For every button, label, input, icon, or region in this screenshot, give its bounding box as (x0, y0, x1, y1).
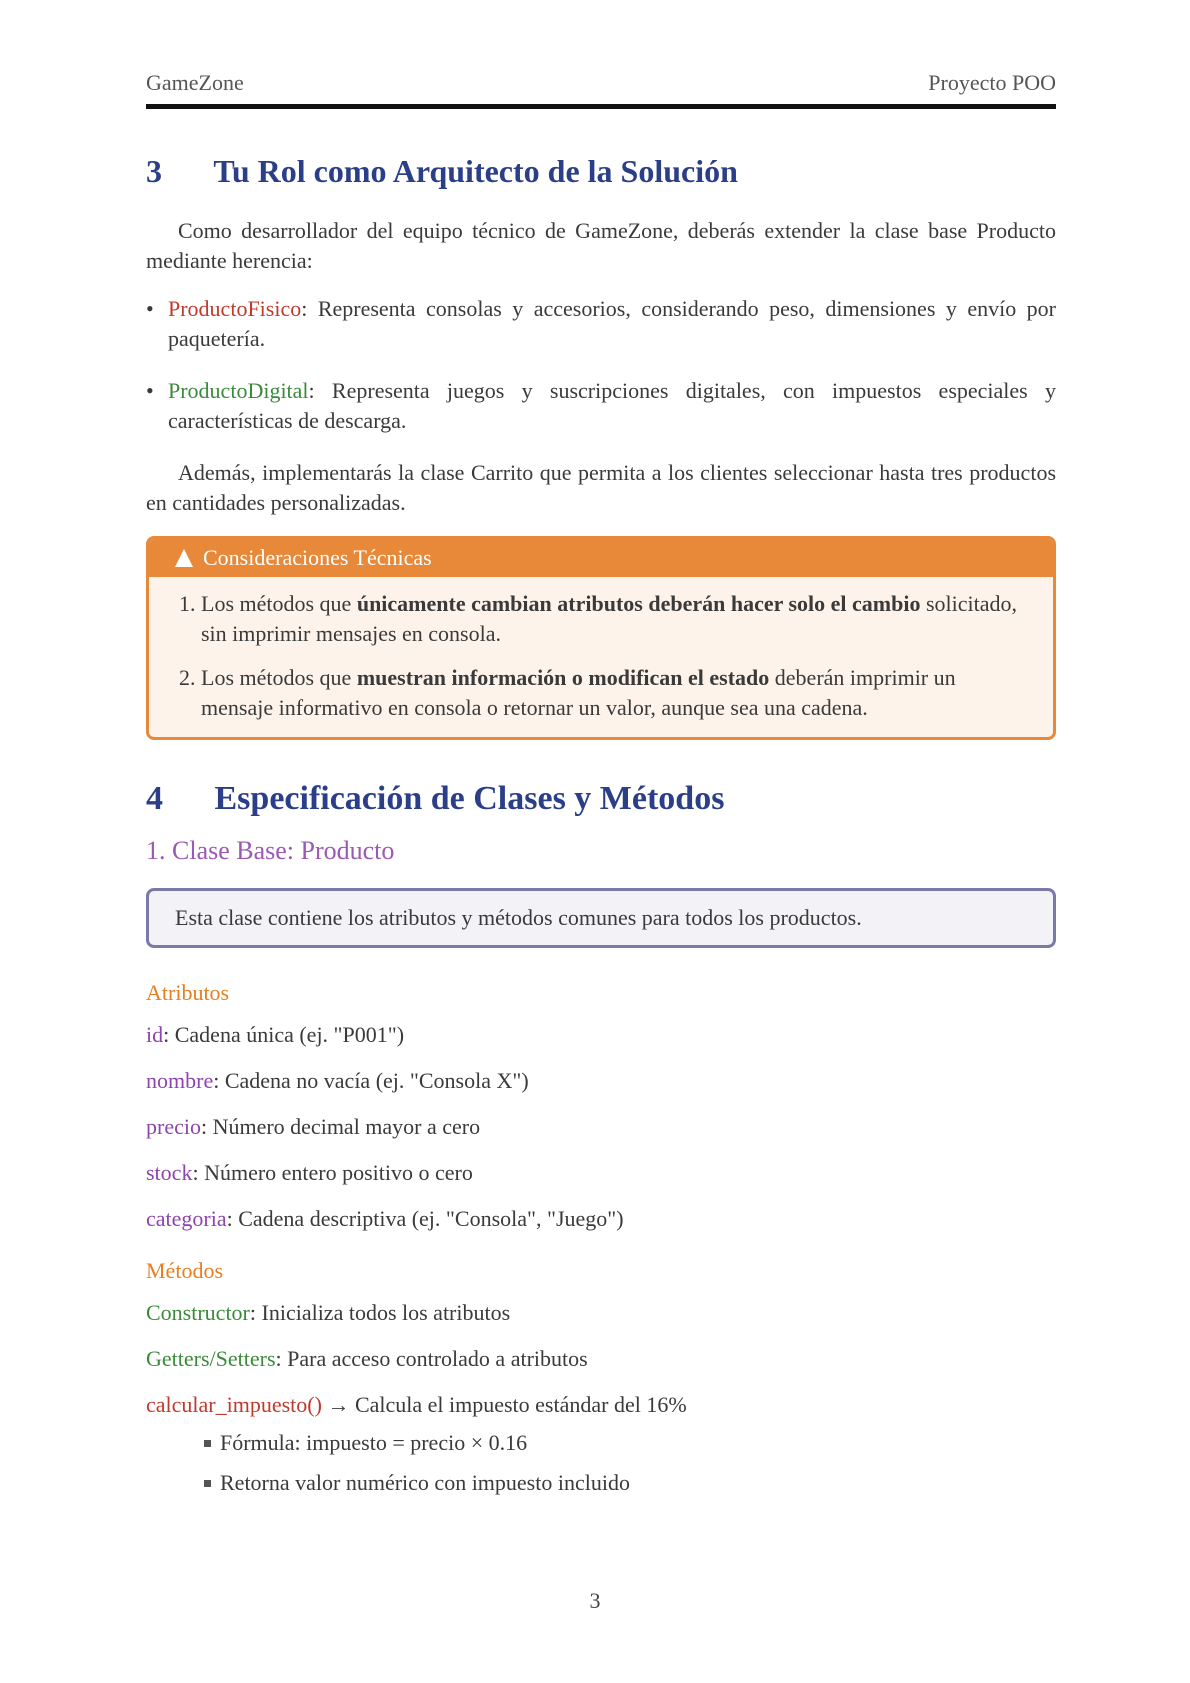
list-item (201, 663, 1027, 723)
methods-section (146, 1258, 1056, 1496)
attribute-desc: : Número decimal mayor a cero (200, 1114, 481, 1139)
section-title: Especificación de Clases y Métodos (214, 780, 725, 817)
header-left: GameZone (146, 70, 244, 95)
document-page (146, 60, 1056, 1510)
page-header (146, 60, 1056, 102)
method-name: calcular_impuesto() (146, 1392, 322, 1417)
list-item (146, 294, 1056, 354)
attribute-name: stock (146, 1160, 193, 1185)
section-title: Tu Rol como Arquitecto de la Solución (213, 153, 738, 189)
product-types-list (146, 294, 1056, 436)
method-row (146, 1392, 1056, 1418)
warning-icon (175, 549, 193, 567)
section-number: 3 (146, 153, 162, 189)
warning-text: Los métodos que (201, 591, 357, 616)
list-item: Fórmula: impuesto = precio × 0.16 (204, 1430, 1056, 1456)
list-item (201, 589, 1027, 649)
type-description: : Representa juegos y suscripciones digitales, con impuestos especiales y características de descarga. (168, 378, 1056, 433)
subsection-title: 1. Clase Base: Producto (146, 836, 395, 865)
method-details-list (204, 1430, 1056, 1496)
method-row (146, 1300, 1056, 1326)
method-desc: → Calcula el impuesto estándar del 16% (321, 1392, 687, 1417)
attribute-desc: : Cadena única (ej. "P001") (163, 1022, 405, 1047)
attribute-name: categoria (146, 1206, 227, 1231)
section-3-intro: Como desarrollador del equipo técnico de GameZone, deberás extender la clase base Producto mediante herencia: (146, 218, 1056, 273)
attribute-row (146, 1160, 1056, 1186)
section-3-heading (146, 153, 1056, 190)
attribute-name: id (146, 1022, 164, 1047)
methods-title: Métodos (146, 1258, 223, 1283)
page-number: 3 (589, 1588, 601, 1613)
attribute-row (146, 1022, 1056, 1048)
type-name-physical: ProductoFisico (168, 296, 302, 321)
bullet-icon: • (146, 296, 154, 321)
attribute-name: nombre (146, 1068, 214, 1093)
method-row (146, 1346, 1056, 1372)
info-box: Esta clase contiene los atributos y métodos comunes para todos los productos. (146, 888, 1056, 948)
warning-box (146, 536, 1056, 740)
section-4-heading (146, 780, 1056, 818)
attribute-row (146, 1206, 1056, 1232)
attribute-name: precio (146, 1114, 201, 1139)
warning-title: Consideraciones Técnicas (203, 545, 432, 570)
warning-emphasis: muestran información o modifican el estado (356, 665, 770, 690)
warning-header (149, 539, 1053, 577)
header-right: Proyecto POO (928, 70, 1056, 95)
warning-emphasis: únicamente cambian atributos deberán hacer solo el cambio (356, 591, 921, 616)
attribute-desc: : Cadena descriptiva (ej. "Consola", "Juego") (226, 1206, 624, 1231)
list-item: Retorna valor numérico con impuesto incluido (204, 1470, 1056, 1496)
header-rule (146, 104, 1056, 109)
warning-body (149, 577, 1053, 737)
attributes-title: Atributos (146, 980, 230, 1005)
method-name: Getters/Setters (146, 1346, 276, 1371)
attribute-desc: : Número entero positivo o cero (192, 1160, 473, 1185)
warning-text: deberán imprimir un mensaje informativo en consola o retornar un valor, aunque sea una cadena. (201, 665, 956, 720)
section-number: 4 (146, 780, 163, 817)
method-desc: : Inicializa todos los atributos (249, 1300, 511, 1325)
list-item (146, 376, 1056, 436)
section-3-closing: Además, implementarás la clase Carrito que permita a los clientes seleccionar hasta tres productos en cantidades personalizadas. (146, 460, 1056, 515)
bullet-icon: • (146, 378, 154, 403)
method-name: Constructor (146, 1300, 250, 1325)
type-name-digital: ProductoDigital (168, 378, 309, 403)
attribute-desc: : Cadena no vacía (ej. "Consola X") (213, 1068, 529, 1093)
method-desc: : Para acceso controlado a atributos (275, 1346, 588, 1371)
attribute-row (146, 1114, 1056, 1140)
warning-text: solicitado, sin imprimir mensajes en consola. (201, 591, 1017, 646)
attribute-row (146, 1068, 1056, 1094)
warning-list (175, 589, 1027, 723)
warning-text: Los métodos que (201, 665, 357, 690)
type-description: : Representa consolas y accesorios, considerando peso, dimensiones y envío por paquetería. (168, 296, 1056, 351)
